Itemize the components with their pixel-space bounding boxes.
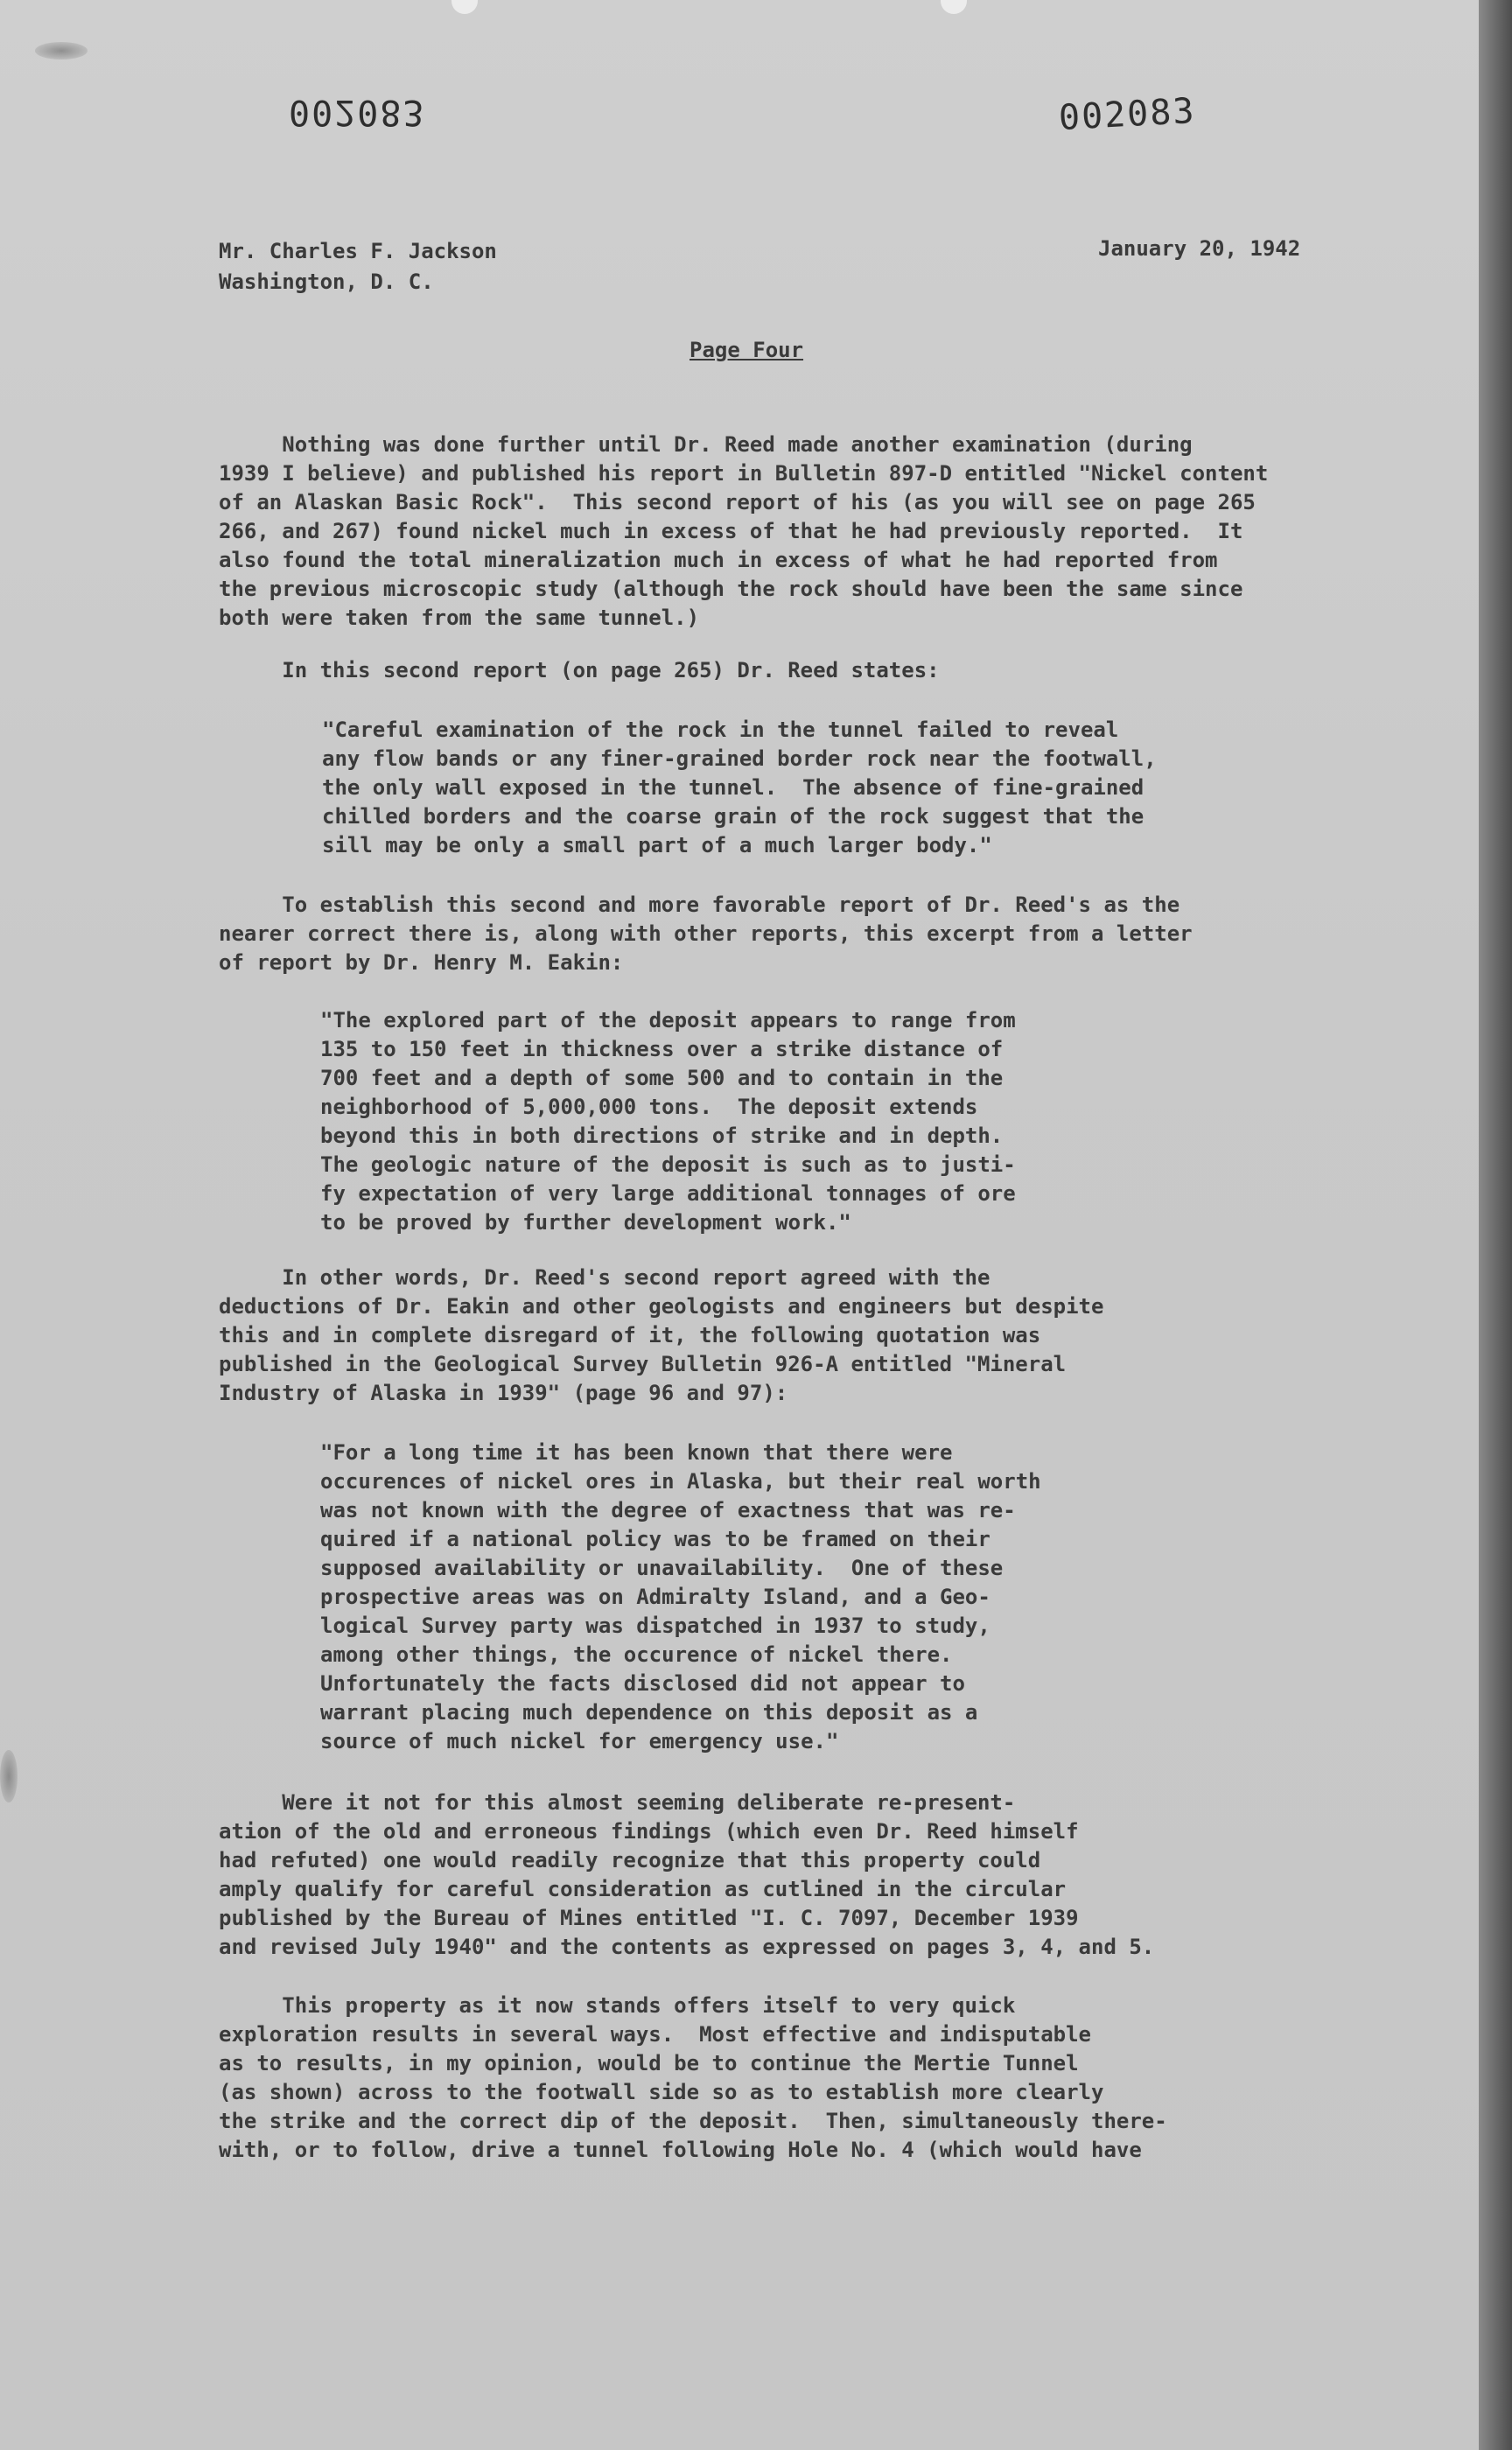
paragraph-reed-examination: Nothing was done further until Dr. Reed made another examination (during 1939 I believe) and published his report in Bulletin 897-D entitled "Nickel content of an Alaskan Basic Rock". This second report of his (as you will see on page 265 266, and 267) found nickel much in excess of that he had previously reported. It also found the total mineralization much in excess of what he had reported from the previous microscopic study (although the rock should have been the same since both were taken from the same tunnel.) [219, 432, 1269, 630]
mirrored-document-number-stamp: 002083 [289, 92, 426, 132]
recipient-name: Mr. Charles F. Jackson [219, 239, 497, 263]
ink-smudge [35, 42, 88, 60]
paragraph-reed-states: In this second report (on page 265) Dr. Reed states: [219, 658, 940, 682]
quote-eakin: "The explored part of the deposit appears to range from 135 to 150 feet in thickness over a strike distance of 700 feet and a depth of some 500 and to contain in the neighborhood of 5,000,000 tons. The deposit extends beyond this in both directions of strike and in depth. The geologic nature of the deposit is such as to justi- fy expectation of very large additional tonnages of ore to be proved by further development work." [320, 1008, 1016, 1235]
scan-background-edge [1479, 0, 1512, 2450]
recipient-block [219, 236, 497, 298]
document-number-stamp: 002083 [1057, 90, 1197, 139]
letter-date: January 20, 1942 [1098, 236, 1301, 261]
quote-reed: "Careful examination of the rock in the tunnel failed to reveal any flow bands or any finer-grained border rock near the footwall, the only wall exposed in the tunnel. The absence of fine-grained chilled borders and the coarse grain of the rock suggest that the sill may be only a small part of a much larger body." [322, 718, 1157, 858]
page-title: Page Four [690, 338, 804, 362]
punch-hole [452, 0, 478, 14]
recipient-city: Washington, D. C. [219, 270, 434, 294]
paragraph-survey-bulletin: In other words, Dr. Reed's second report agreed with the deductions of Dr. Eakin and other geologists and engineers but despite this and in complete disregard of it, the following quotation was published in the Geological Survey Bulletin 926-A entitled "Mineral Industry of Alaska in 1939" (page 96 and 97): [219, 1265, 1104, 1405]
punch-hole [941, 0, 967, 14]
paragraph-misrepresentation: Were it not for this almost seeming deliberate re-present- ation of the old and erroneous findings (which even Dr. Reed himself had refuted) one would readily recognize that this property could amply qualify for careful consideration as cutlined in the circular published by the Bureau of Mines entitled "I. C. 7097, December 1939 and revised July 1940" and the contents as expressed on pages 3, 4, and 5. [219, 1790, 1155, 1959]
quote-survey-bulletin: "For a long time it has been known that there were occurences of nickel ores in Alaska, but their real worth was not known with the degree of exactness that was re- quired if a national policy was to be framed on their supposed availability or unavailability. One of these prospective areas was on Admiralty Island, and a Geo- logical Survey party was dispatched in 1937 to study, among other things, the occurence of nickel there. Unfortunately the facts disclosed did not appear to warrant placing much dependence on this deposit as a source of much nickel for emergency use." [320, 1440, 1041, 1754]
ink-smudge [0, 1750, 18, 1802]
paragraph-exploration: This property as it now stands offers itself to very quick exploration results in several ways. Most effective and indisputable as to results, in my opinion, would be to continue the Mertie Tunnel (as shown) across to the footwall side so as to establish more clearly the strike and the correct dip of the deposit. Then, simultaneously there- with, or to follow, drive a tunnel following Hole No. 4 (which would have [219, 1993, 1167, 2162]
paragraph-eakin-intro: To establish this second and more favorable report of Dr. Reed's as the nearer correct there is, along with other reports, this excerpt from a letter of report by Dr. Henry M. Eakin: [219, 892, 1193, 975]
